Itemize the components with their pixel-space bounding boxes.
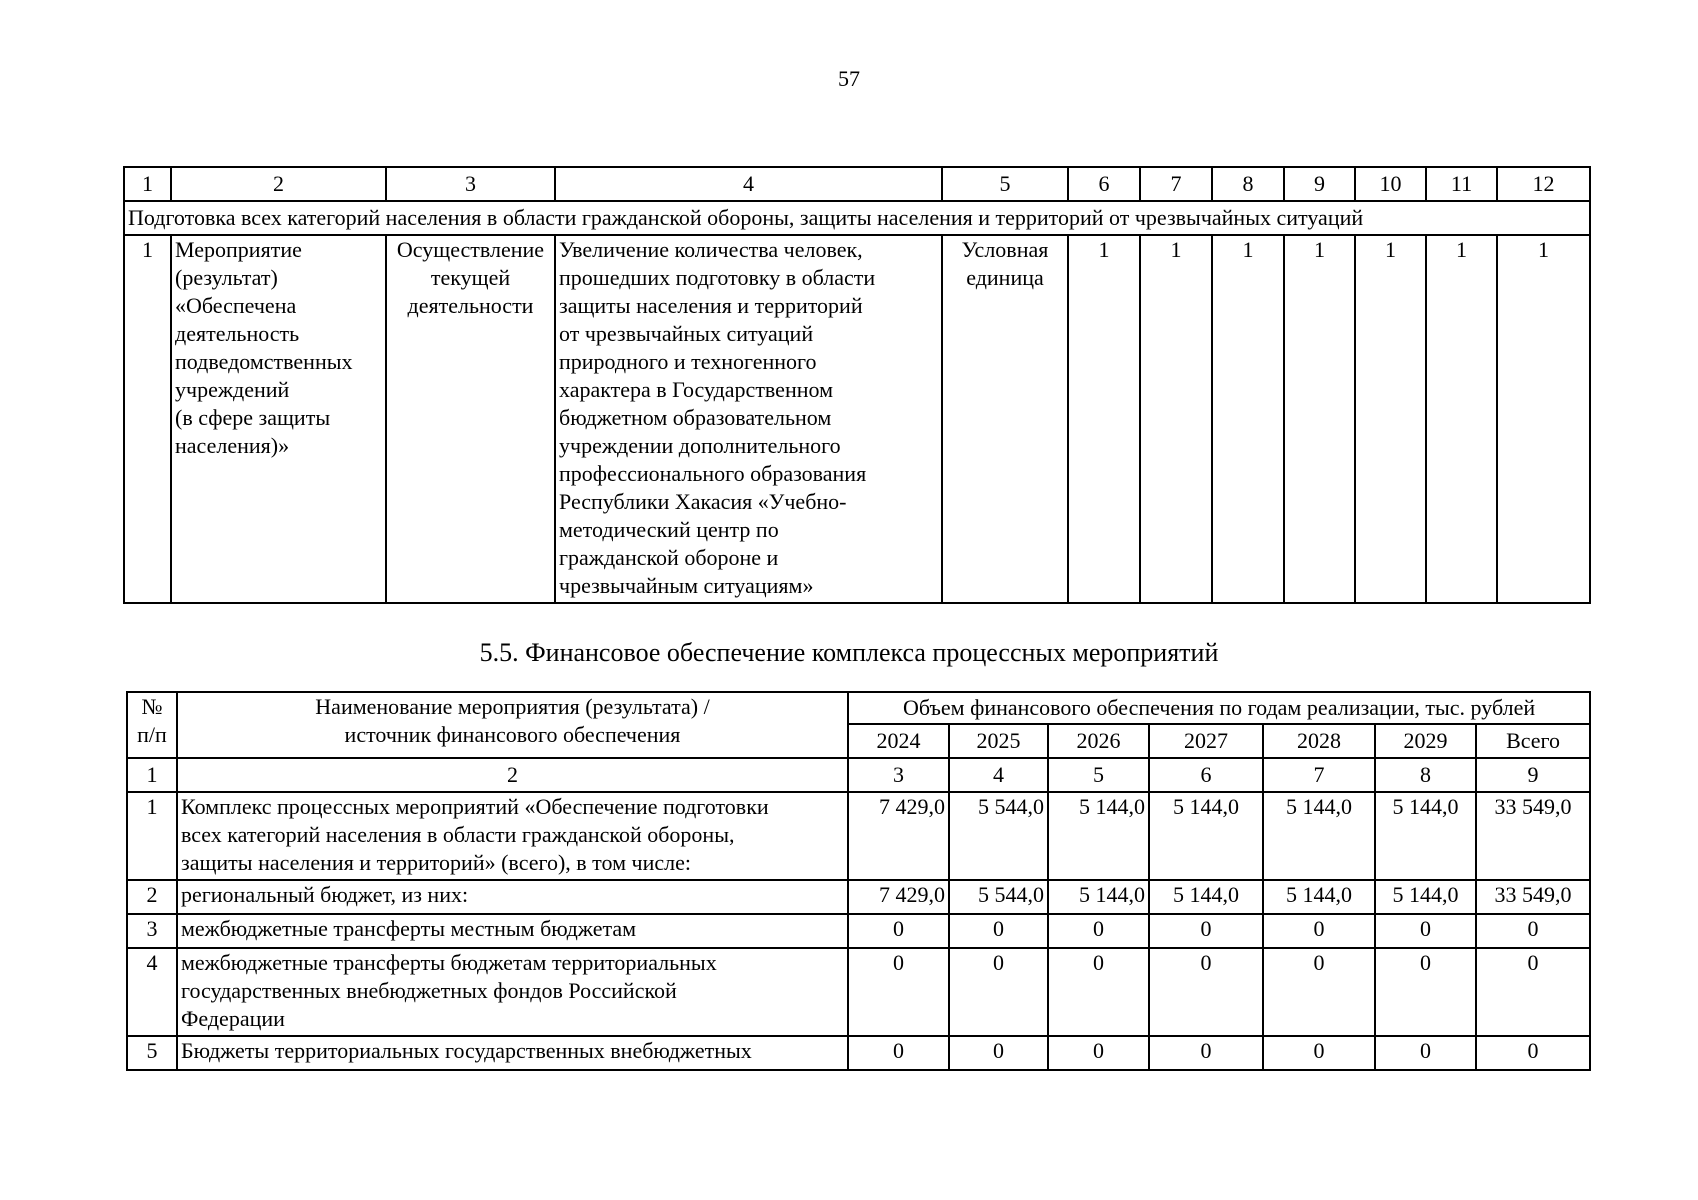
table-row	[127, 948, 1590, 1036]
index-cell: 4	[949, 758, 1048, 792]
row-number: 1	[127, 792, 177, 880]
amount-cell: 0	[848, 914, 949, 948]
year-header: 2025	[949, 724, 1048, 758]
index-row	[127, 758, 1590, 792]
value-cell: 1	[1355, 235, 1426, 603]
amount-cell: 0	[1375, 948, 1476, 1036]
year-header: 2026	[1048, 724, 1149, 758]
index-cell: 7	[1263, 758, 1375, 792]
section-title: 5.5. Финансовое обеспечение комплекса процессных мероприятий	[479, 638, 1219, 667]
year-header: 2027	[1149, 724, 1263, 758]
value-cell: 1	[1284, 235, 1355, 603]
index-cell: 5	[1048, 758, 1149, 792]
header-cell: 9	[1284, 167, 1355, 201]
row-number: 3	[127, 914, 177, 948]
amount-cell: 5 144,0	[1149, 792, 1263, 880]
event-name: Мероприятие (результат) «Обеспечена деятельность подведомственных учреждений (в сфере защиты населения)»	[171, 235, 386, 603]
index-cell: 3	[848, 758, 949, 792]
amount-cell: 0	[1375, 914, 1476, 948]
amount-cell: 0	[1149, 914, 1263, 948]
table-row	[127, 880, 1590, 914]
name-column-header: Наименование мероприятия (результата) / источник финансового обеспечения	[177, 692, 848, 758]
table-row	[124, 235, 1590, 603]
header-cell: 1	[124, 167, 171, 201]
amount-cell: 0	[1048, 914, 1149, 948]
section-heading-row	[124, 201, 1590, 235]
table-header-row	[127, 692, 1590, 724]
index-cell: 8	[1375, 758, 1476, 792]
source-name: межбюджетные трансферты бюджетам территориальных государственных внебюджетных фондов Российской Федерации	[177, 948, 848, 1036]
amount-cell: 0	[1149, 948, 1263, 1036]
table-header-row	[124, 167, 1590, 201]
amount-cell: 0	[949, 914, 1048, 948]
amount-cell: 5 144,0	[1263, 792, 1375, 880]
row-number: 1	[124, 235, 171, 603]
year-header: 2028	[1263, 724, 1375, 758]
year-header: 2029	[1375, 724, 1476, 758]
year-header: 2024	[848, 724, 949, 758]
table-row	[127, 792, 1590, 880]
table-row	[127, 914, 1590, 948]
amount-cell: 0	[1149, 1036, 1263, 1070]
amount-cell: 5 144,0	[1048, 792, 1149, 880]
header-cell: 2	[171, 167, 386, 201]
amount-cell: 0	[1263, 948, 1375, 1036]
financing-group-header: Объем финансового обеспечения по годам реализации, тыс. рублей	[848, 692, 1590, 724]
amount-cell: 0	[949, 948, 1048, 1036]
index-cell: 2	[177, 758, 848, 792]
amount-cell: 0	[1048, 1036, 1149, 1070]
source-name: межбюджетные трансферты местным бюджетам	[177, 914, 848, 948]
total-header: Всего	[1476, 724, 1590, 758]
row-number: 5	[127, 1036, 177, 1070]
amount-cell: 5 144,0	[1048, 880, 1149, 914]
unit-of-measure: Условная единица	[942, 235, 1068, 603]
amount-cell: 0	[1476, 914, 1590, 948]
amount-cell: 5 544,0	[949, 792, 1048, 880]
amount-cell: 0	[848, 948, 949, 1036]
header-cell: 4	[555, 167, 942, 201]
page-number: 57	[838, 66, 860, 91]
section-heading: Подготовка всех категорий населения в области гражданской обороны, защиты населения и территорий от чрезвычайных ситуаций	[124, 201, 1590, 235]
amount-cell: 0	[1476, 948, 1590, 1036]
header-cell: 11	[1426, 167, 1497, 201]
header-cell: 3	[386, 167, 555, 201]
amount-cell: 5 144,0	[1263, 880, 1375, 914]
amount-cell: 0	[1263, 914, 1375, 948]
header-cell: 12	[1497, 167, 1590, 201]
amount-cell: 33 549,0	[1476, 880, 1590, 914]
amount-cell: 5 544,0	[949, 880, 1048, 914]
value-cell: 1	[1497, 235, 1590, 603]
header-cell: 6	[1068, 167, 1140, 201]
value-cell: 1	[1212, 235, 1284, 603]
value-cell: 1	[1140, 235, 1212, 603]
value-cell: 1	[1068, 235, 1140, 603]
header-cell: 7	[1140, 167, 1212, 201]
financing-table	[126, 691, 1591, 1071]
amount-cell: 7 429,0	[848, 792, 949, 880]
amount-cell: 5 144,0	[1149, 880, 1263, 914]
amount-cell: 5 144,0	[1375, 880, 1476, 914]
number-column-header: № п/п	[127, 692, 177, 758]
indicator-description: Увеличение количества человек, прошедших подготовку в области защиты населения и территорий от чрезвычайных ситуаций природного и техногенного характера в Государственном бюджетном образовательном учреждении дополнительного профессионального образования Республики Хакасия «Учебно- методический центр по гражданской обороне и чрезвычайным ситуациям»	[555, 235, 942, 603]
amount-cell: 0	[949, 1036, 1048, 1070]
row-number: 2	[127, 880, 177, 914]
source-name: Комплекс процессных мероприятий «Обеспечение подготовки всех категорий населения в области гражданской обороны, защиты населения и территорий» (всего), в том числе:	[177, 792, 848, 880]
event-type: Осуществление текущей деятельности	[386, 235, 555, 603]
indicators-table	[123, 166, 1591, 604]
amount-cell: 33 549,0	[1476, 792, 1590, 880]
table-row	[127, 1036, 1590, 1070]
amount-cell: 0	[848, 1036, 949, 1070]
index-cell: 1	[127, 758, 177, 792]
amount-cell: 7 429,0	[848, 880, 949, 914]
amount-cell: 0	[1476, 1036, 1590, 1070]
value-cell: 1	[1426, 235, 1497, 603]
amount-cell: 0	[1375, 1036, 1476, 1070]
index-cell: 9	[1476, 758, 1590, 792]
header-cell: 8	[1212, 167, 1284, 201]
header-cell: 10	[1355, 167, 1426, 201]
source-name: региональный бюджет, из них:	[177, 880, 848, 914]
header-cell: 5	[942, 167, 1068, 201]
amount-cell: 0	[1263, 1036, 1375, 1070]
source-name: Бюджеты территориальных государственных внебюджетных	[177, 1036, 848, 1070]
index-cell: 6	[1149, 758, 1263, 792]
row-number: 4	[127, 948, 177, 1036]
amount-cell: 5 144,0	[1375, 792, 1476, 880]
amount-cell: 0	[1048, 948, 1149, 1036]
